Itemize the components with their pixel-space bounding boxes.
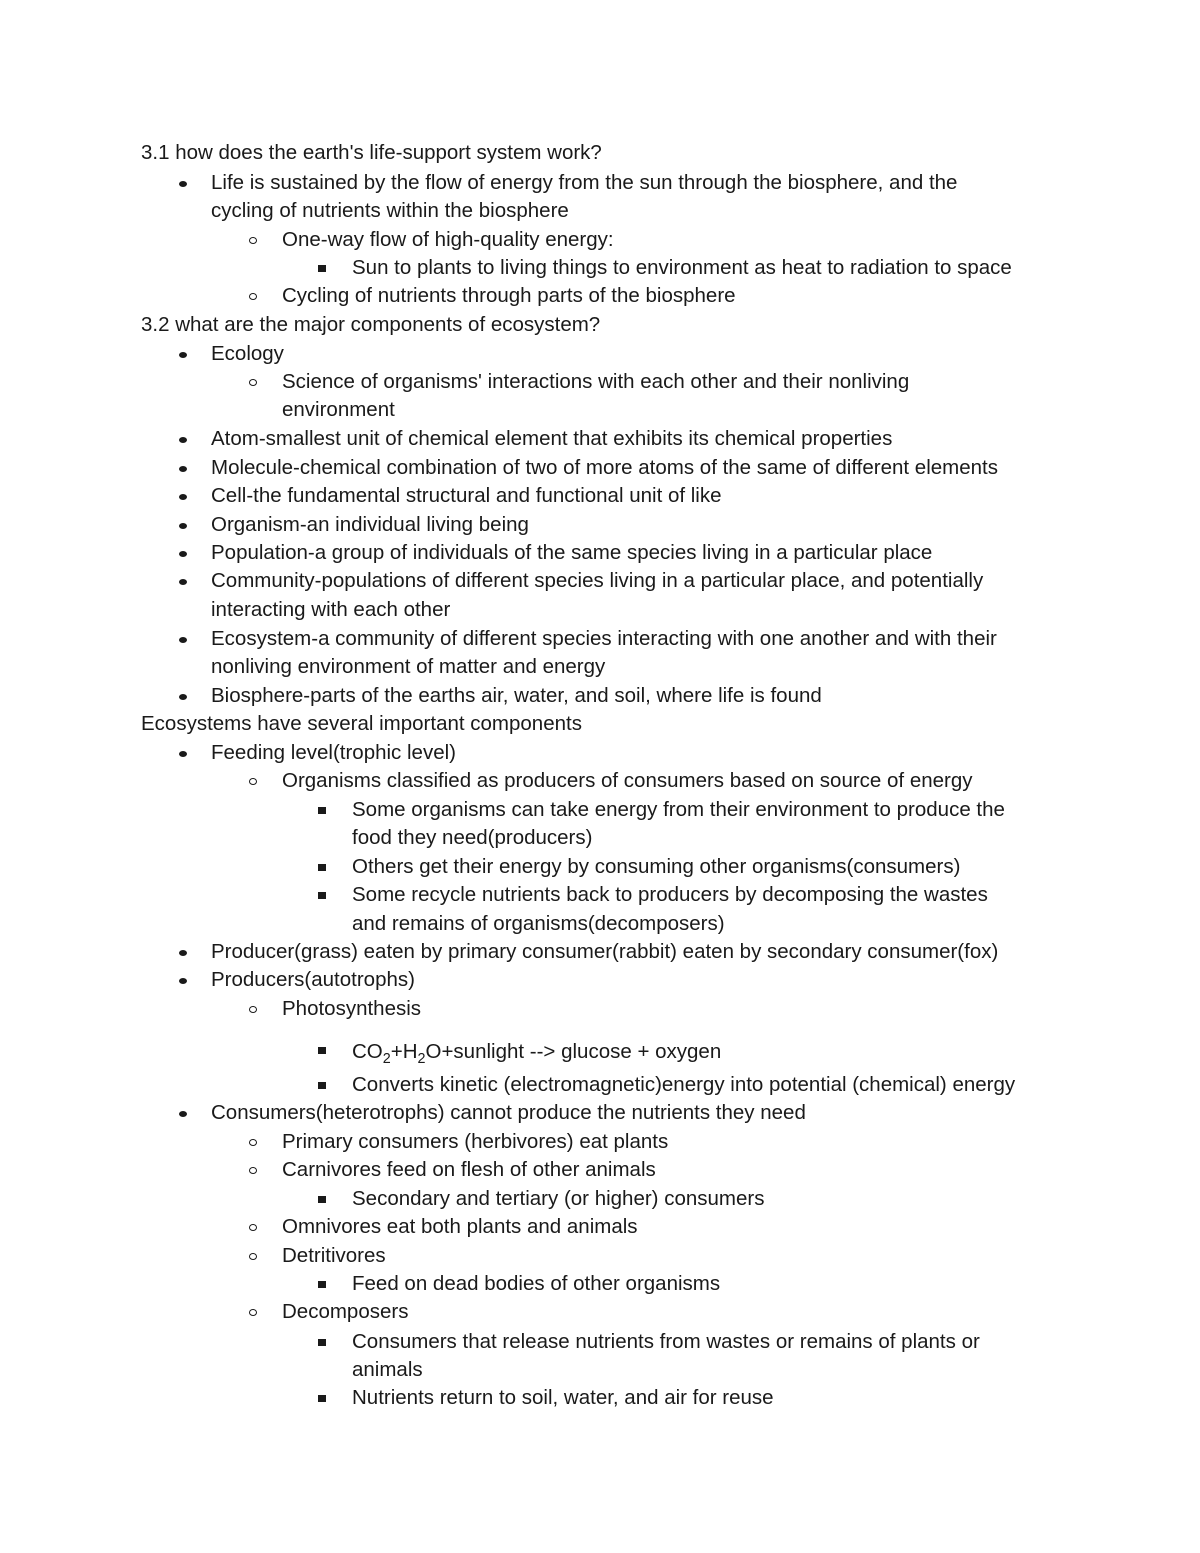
formula-subscript: 2 <box>382 1051 391 1068</box>
square-bullet-icon <box>318 1281 326 1288</box>
line-text: Some recycle nutrients back to producers by decomposing the wastes <box>352 883 988 906</box>
line-text: Primary consumers (herbivores) eat plants <box>282 1130 669 1153</box>
list-item <box>0 169 1160 198</box>
list-item <box>0 682 1160 711</box>
line-text: food they need(producers) <box>352 826 593 849</box>
line-text: Photosynthesis <box>282 997 422 1020</box>
disc-bullet-icon <box>179 950 187 956</box>
circle-bullet-icon <box>249 1139 257 1146</box>
list-item <box>0 966 1160 995</box>
line-text: nonliving environment of matter and energy <box>211 655 606 678</box>
list-item <box>0 1099 1160 1128</box>
formula-subscript: 2 <box>417 1051 426 1068</box>
square-bullet-icon <box>318 265 326 272</box>
line-text: Feeding level(trophic level) <box>211 741 456 764</box>
list-item <box>0 340 1160 369</box>
list-item <box>0 425 1160 454</box>
disc-bullet-icon <box>179 694 187 700</box>
list-item-continuation <box>0 596 1160 625</box>
section-heading-3-1 <box>0 139 1160 168</box>
disc-bullet-icon <box>179 466 187 472</box>
line-text: Converts kinetic (electromagnetic)energy into potential (chemical) energy <box>352 1073 1016 1096</box>
line-text: 3.2 what are the major components of ecosystem? <box>141 313 601 336</box>
circle-bullet-icon <box>249 379 257 386</box>
list-item <box>0 1128 1160 1157</box>
formula-co: CO <box>352 1040 383 1063</box>
list-item <box>0 1298 1160 1327</box>
list-item <box>0 853 1160 882</box>
list-item <box>0 1185 1160 1214</box>
line-text: 3.1 how does the earth's life-support system work? <box>141 141 602 164</box>
line-text: Life is sustained by the flow of energy from the sun through the biosphere, and the <box>211 171 958 194</box>
circle-bullet-icon <box>249 1167 257 1174</box>
disc-bullet-icon <box>179 1111 187 1117</box>
square-bullet-icon <box>318 1047 326 1054</box>
list-item <box>0 881 1160 910</box>
square-bullet-icon <box>318 864 326 871</box>
formula-h: +H <box>390 1040 418 1063</box>
list-item <box>0 368 1160 397</box>
line-text: Some organisms can take energy from their environment to produce the <box>352 798 1005 821</box>
list-item <box>0 454 1160 483</box>
line-text: Carnivores feed on flesh of other animals <box>282 1158 656 1181</box>
line-text: Population-a group of individuals of the same species living in a particular place <box>211 541 933 564</box>
list-item-continuation <box>0 396 1160 425</box>
disc-bullet-icon <box>179 751 187 757</box>
line-text: Biosphere-parts of the earths air, water, and soil, where life is found <box>211 684 822 707</box>
circle-bullet-icon <box>249 1309 257 1316</box>
disc-bullet-icon <box>179 637 187 643</box>
list-item <box>0 482 1160 511</box>
disc-bullet-icon <box>179 181 187 187</box>
list-item <box>0 995 1160 1024</box>
list-item <box>0 1384 1160 1413</box>
list-item <box>0 539 1160 568</box>
line-text: Producer(grass) eaten by primary consumer(rabbit) eaten by secondary consumer(fox) <box>211 940 999 963</box>
disc-bullet-icon <box>179 494 187 500</box>
square-bullet-icon <box>318 1339 326 1346</box>
list-item-continuation <box>0 824 1160 853</box>
disc-bullet-icon <box>179 579 187 585</box>
list-item <box>0 1328 1160 1357</box>
line-text: Sun to plants to living things to environment as heat to radiation to space <box>352 256 1012 279</box>
line-text: interacting with each other <box>211 598 451 621</box>
list-item <box>0 767 1160 796</box>
line-text: and remains of organisms(decomposers) <box>352 912 725 935</box>
list-item <box>0 282 1160 311</box>
line-text: Molecule-chemical combination of two of more atoms of the same of different elements <box>211 456 998 479</box>
line-text: Community-populations of different species living in a particular place, and potentially <box>211 569 984 592</box>
list-item <box>0 1270 1160 1299</box>
formula-text <box>352 1038 721 1067</box>
square-bullet-icon <box>318 1082 326 1089</box>
line-text: Omnivores eat both plants and animals <box>282 1215 638 1238</box>
line-text: Ecology <box>211 342 284 365</box>
line-text: Cycling of nutrients through parts of the biosphere <box>282 284 736 307</box>
formula-rest: O+sunlight --> glucose + oxygen <box>425 1040 722 1063</box>
line-text: Organism-an individual living being <box>211 513 529 536</box>
line-text: Others get their energy by consuming other organisms(consumers) <box>352 855 961 878</box>
line-text: cycling of nutrients within the biosphere <box>211 199 569 222</box>
line-text: Atom-smallest unit of chemical element that exhibits its chemical properties <box>211 427 893 450</box>
line-text: Nutrients return to soil, water, and air for reuse <box>352 1386 774 1409</box>
circle-bullet-icon <box>249 1253 257 1260</box>
line-text: Organisms classified as producers of consumers based on source of energy <box>282 769 973 792</box>
disc-bullet-icon <box>179 437 187 443</box>
line-text: Cell-the fundamental structural and functional unit of like <box>211 484 722 507</box>
line-text: Science of organisms' interactions with each other and their nonliving <box>282 370 910 393</box>
list-item-continuation <box>0 653 1160 682</box>
list-item <box>0 1071 1160 1100</box>
list-item <box>0 1156 1160 1185</box>
list-item <box>0 1242 1160 1271</box>
disc-bullet-icon <box>179 551 187 557</box>
line-text: Ecosystems have several important components <box>141 712 582 735</box>
list-item <box>0 567 1160 596</box>
disc-bullet-icon <box>179 523 187 529</box>
line-text: environment <box>282 398 395 421</box>
list-item <box>0 511 1160 540</box>
section-heading-3-2 <box>0 311 1160 340</box>
line-text: Detritivores <box>282 1244 386 1267</box>
disc-bullet-icon <box>179 352 187 358</box>
line-text: Decomposers <box>282 1300 409 1323</box>
circle-bullet-icon <box>249 1224 257 1231</box>
list-item <box>0 1213 1160 1242</box>
list-item <box>0 938 1160 967</box>
list-item <box>0 226 1160 255</box>
section-heading-ecosystems <box>0 710 1160 739</box>
list-item <box>0 796 1160 825</box>
square-bullet-icon <box>318 1196 326 1203</box>
line-text: Ecosystem-a community of different species interacting with one another and with their <box>211 627 997 650</box>
line-text: Consumers that release nutrients from wastes or remains of plants or <box>352 1330 980 1353</box>
photosynthesis-formula <box>0 1036 1160 1068</box>
list-item-continuation <box>0 910 1160 939</box>
list-item-continuation <box>0 197 1160 226</box>
line-text: animals <box>352 1358 423 1381</box>
line-text: Feed on dead bodies of other organisms <box>352 1272 721 1295</box>
square-bullet-icon <box>318 807 326 814</box>
line-text: Consumers(heterotrophs) cannot produce the nutrients they need <box>211 1101 806 1124</box>
square-bullet-icon <box>318 892 326 899</box>
list-item <box>0 625 1160 654</box>
line-text: Producers(autotrophs) <box>211 968 415 991</box>
circle-bullet-icon <box>249 293 257 300</box>
line-text: One-way flow of high-quality energy: <box>282 228 614 251</box>
square-bullet-icon <box>318 1395 326 1402</box>
circle-bullet-icon <box>249 778 257 785</box>
list-item <box>0 739 1160 768</box>
line-text: Secondary and tertiary (or higher) consumers <box>352 1187 765 1210</box>
list-item-continuation <box>0 1356 1160 1385</box>
circle-bullet-icon <box>249 1006 257 1013</box>
circle-bullet-icon <box>249 237 257 244</box>
list-item <box>0 254 1160 283</box>
disc-bullet-icon <box>179 978 187 984</box>
